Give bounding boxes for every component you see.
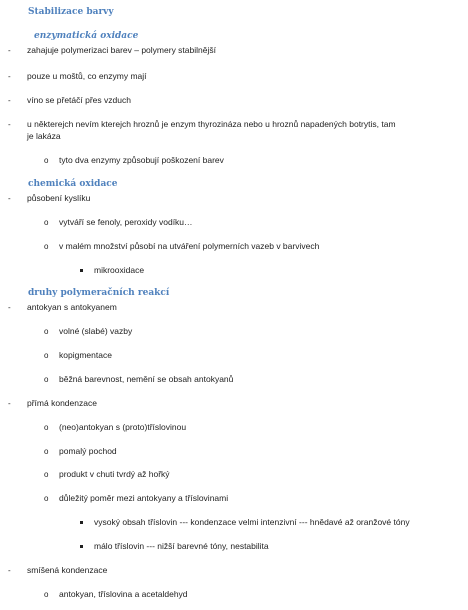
list-item: antokyan s antokyanem (27, 302, 117, 312)
dash-bullet-icon: - (8, 72, 11, 81)
dash-bullet-icon: - (8, 303, 11, 312)
square-bullet-icon (80, 521, 83, 524)
list-item: mikrooxidace (94, 265, 145, 275)
circle-bullet-icon: o (44, 156, 49, 165)
circle-bullet-icon: o (44, 423, 49, 432)
list-item: málo tříslovin --- nižší barevné tóny, nestabilita (94, 541, 269, 551)
list-item-continuation: je lakáza (27, 131, 61, 141)
list-item: antokyan, tříslovina a acetaldehyd (59, 589, 188, 599)
dash-bullet-icon: - (8, 96, 11, 105)
circle-bullet-icon: o (44, 351, 49, 360)
document-title: Stabilizace barvy (28, 7, 114, 17)
circle-bullet-icon: o (44, 590, 49, 599)
circle-bullet-icon: o (44, 470, 49, 479)
dash-bullet-icon: - (8, 566, 11, 575)
list-item: tyto dva enzymy způsobují poškození barev (59, 155, 224, 165)
dash-bullet-icon: - (8, 46, 11, 55)
list-item: (neo)antokyan s (proto)tříslovinou (59, 422, 187, 432)
list-item: běžná barevnost, nemění se obsah antokyanů (59, 374, 234, 384)
list-item: působení kyslíku (27, 193, 91, 203)
circle-bullet-icon: o (44, 447, 49, 456)
dash-bullet-icon: - (8, 194, 11, 203)
square-bullet-icon (80, 545, 83, 548)
list-item: důležitý poměr mezi antokyany a tříslovinami (59, 493, 229, 503)
list-item: produkt v chuti tvrdý až hořký (59, 469, 170, 479)
dash-bullet-icon: - (8, 399, 11, 408)
heading-chemical: chemická oxidace (28, 179, 118, 189)
list-item: pouze u moštů, co enzymy mají (27, 71, 147, 81)
list-item: smíšená kondenzace (27, 565, 108, 575)
list-item: zahajuje polymerizaci barev – polymery stabilnější (27, 45, 216, 55)
list-item: kopigmentace (59, 350, 112, 360)
list-item: vysoký obsah tříslovin --- kondenzace velmi intenzivní --- hnědavé až oranžové tóny (94, 517, 410, 527)
list-item: víno se přetáčí přes vzduch (27, 95, 131, 105)
circle-bullet-icon: o (44, 375, 49, 384)
heading-enzymatic: enzymatická oxidace (34, 31, 139, 41)
list-item: u některejch nevím kterejch hroznů je enzym thyrozináza nebo u hroznů napadených botrytis, tam (27, 119, 396, 129)
list-item: v malém množství působí na utváření polymerních vazeb v barvivech (59, 241, 320, 251)
list-item: vytváří se fenoly, peroxidy vodíku… (59, 217, 193, 227)
dash-bullet-icon: - (8, 120, 11, 129)
list-item: volné (slabé) vazby (59, 326, 133, 336)
circle-bullet-icon: o (44, 218, 49, 227)
list-item: pomalý pochod (59, 446, 117, 456)
square-bullet-icon (80, 269, 83, 272)
circle-bullet-icon: o (44, 494, 49, 503)
list-item: přímá kondenzace (27, 398, 97, 408)
circle-bullet-icon: o (44, 327, 49, 336)
heading-polymer-reactions: druhy polymeračních reakcí (28, 288, 170, 298)
circle-bullet-icon: o (44, 242, 49, 251)
